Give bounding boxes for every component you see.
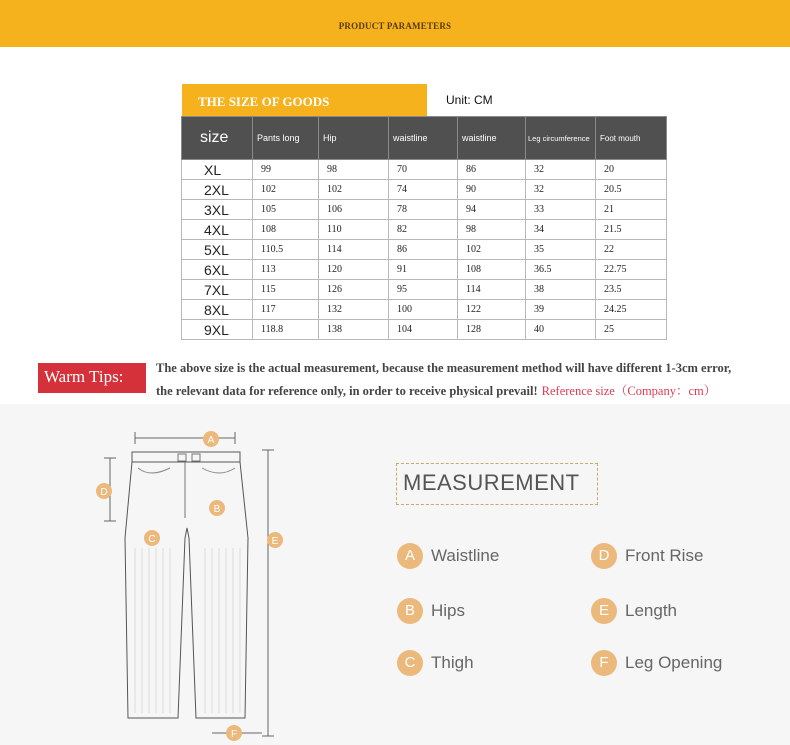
header-waistline: waistline	[389, 117, 458, 160]
size-cell: 4XL	[182, 220, 253, 240]
size-cell: 3XL	[182, 200, 253, 220]
legend-thigh	[397, 650, 474, 676]
value-cell: 32	[526, 180, 596, 200]
value-cell: 126	[319, 280, 389, 300]
value-cell: 102	[253, 180, 319, 200]
value-cell: 21.5	[596, 220, 667, 240]
size-cell: 8XL	[182, 300, 253, 320]
header-foot-mouth: Foot mouth	[596, 117, 667, 160]
unit-label: Unit: CM	[446, 93, 493, 107]
value-cell: 74	[389, 180, 458, 200]
value-cell: 40	[526, 320, 596, 340]
value-cell: 114	[458, 280, 526, 300]
value-cell: 117	[253, 300, 319, 320]
marker-c-letter: C	[148, 534, 156, 545]
value-cell: 108	[253, 220, 319, 240]
legend-b-circle: B	[397, 598, 423, 624]
table-row	[182, 180, 667, 200]
value-cell: 78	[389, 200, 458, 220]
value-cell: 86	[389, 240, 458, 260]
table-header-row	[182, 117, 667, 160]
legend-b-label: Hips	[431, 601, 466, 620]
legend-c-label: Thigh	[431, 653, 474, 672]
value-cell: 98	[458, 220, 526, 240]
value-cell: 22.75	[596, 260, 667, 280]
value-cell: 102	[319, 180, 389, 200]
value-cell: 82	[389, 220, 458, 240]
legend-d-circle: D	[591, 543, 617, 569]
value-cell: 95	[389, 280, 458, 300]
value-cell: 105	[253, 200, 319, 220]
banner-title: PRODUCT PARAMETERS	[338, 21, 452, 31]
value-cell: 25	[596, 320, 667, 340]
marker-d-letter: D	[100, 487, 108, 498]
header-leg-circumference: Leg circumference	[526, 117, 596, 160]
value-cell: 115	[253, 280, 319, 300]
legend-a-label: Waistline	[431, 546, 500, 565]
size-cell: 5XL	[182, 240, 253, 260]
marker-b-letter: B	[213, 504, 221, 515]
value-cell: 110	[319, 220, 389, 240]
value-cell: 34	[526, 220, 596, 240]
value-cell: 128	[458, 320, 526, 340]
value-cell: 132	[319, 300, 389, 320]
value-cell: 118.8	[253, 320, 319, 340]
value-cell: 39	[526, 300, 596, 320]
legend-e-label: Length	[625, 601, 677, 620]
header-banner	[0, 0, 790, 47]
table-row	[182, 280, 667, 300]
value-cell: 35	[526, 240, 596, 260]
value-cell: 138	[319, 320, 389, 340]
measurement-title-box	[396, 463, 598, 505]
value-cell: 24.25	[596, 300, 667, 320]
value-cell: 91	[389, 260, 458, 280]
table-row	[182, 320, 667, 340]
reference-size-note: Reference size（Company：cm）	[541, 384, 717, 398]
value-cell: 22	[596, 240, 667, 260]
header-size: size	[182, 117, 253, 160]
value-cell: 102	[458, 240, 526, 260]
table-row	[182, 240, 667, 260]
warm-tips-badge	[38, 363, 146, 393]
size-of-goods-label	[182, 84, 427, 116]
legend-d-label: Front Rise	[625, 546, 704, 565]
table-row	[182, 300, 667, 320]
value-cell: 104	[389, 320, 458, 340]
value-cell: 38	[526, 280, 596, 300]
size-cell: 6XL	[182, 260, 253, 280]
value-cell: 114	[319, 240, 389, 260]
size-table	[181, 116, 667, 340]
value-cell: 23.5	[596, 280, 667, 300]
size-of-goods-text: THE SIZE OF GOODS	[198, 94, 330, 109]
size-table-body	[182, 160, 667, 340]
legend-e-circle: E	[591, 598, 617, 624]
value-cell: 36.5	[526, 260, 596, 280]
value-cell: 21	[596, 200, 667, 220]
warm-tips-label: Warm Tips:	[44, 367, 124, 386]
tips-text-line1: The above size is the actual measurement, because the measurement method will have different 1-3cm error,	[156, 361, 732, 375]
legend-c-circle: C	[397, 650, 423, 676]
legend-leg-opening	[591, 650, 722, 676]
table-row	[182, 220, 667, 240]
value-cell: 32	[526, 160, 596, 180]
pants-stripes	[135, 548, 240, 713]
header-hip: Hip	[319, 117, 389, 160]
value-cell: 86	[458, 160, 526, 180]
value-cell: 94	[458, 200, 526, 220]
value-cell: 90	[458, 180, 526, 200]
tips-text-line2	[156, 381, 716, 399]
value-cell: 99	[253, 160, 319, 180]
marker-f-letter: F	[230, 729, 238, 740]
size-cell: XL	[182, 160, 253, 180]
value-cell: 106	[319, 200, 389, 220]
measurement-title: MEASUREMENT	[403, 470, 580, 495]
header-waistline-2: waistline	[458, 117, 526, 160]
table-row	[182, 200, 667, 220]
value-cell: 20.5	[596, 180, 667, 200]
legend-a-circle: A	[397, 543, 423, 569]
value-cell: 110.5	[253, 240, 319, 260]
value-cell: 33	[526, 200, 596, 220]
legend-waistline	[397, 543, 499, 569]
size-cell: 7XL	[182, 280, 253, 300]
value-cell: 98	[319, 160, 389, 180]
value-cell: 108	[458, 260, 526, 280]
legend-f-circle: F	[591, 650, 617, 676]
size-cell: 2XL	[182, 180, 253, 200]
size-cell: 9XL	[182, 320, 253, 340]
marker-e-letter: E	[271, 536, 279, 547]
value-cell: 20	[596, 160, 667, 180]
legend-f-label: Leg Opening	[625, 653, 723, 672]
table-row	[182, 160, 667, 180]
value-cell: 120	[319, 260, 389, 280]
value-cell: 122	[458, 300, 526, 320]
legend-length	[591, 598, 677, 624]
value-cell: 70	[389, 160, 458, 180]
legend-front-rise	[591, 543, 703, 569]
marker-a-letter: A	[207, 435, 215, 446]
value-cell: 100	[389, 300, 458, 320]
value-cell: 113	[253, 260, 319, 280]
pants-diagram	[90, 418, 310, 745]
table-row	[182, 260, 667, 280]
legend-hips	[397, 598, 465, 624]
tips-line2-text: the relevant data for reference only, in order to receive physical prevail!	[156, 384, 538, 398]
header-pants-long: Pants long	[253, 117, 319, 160]
